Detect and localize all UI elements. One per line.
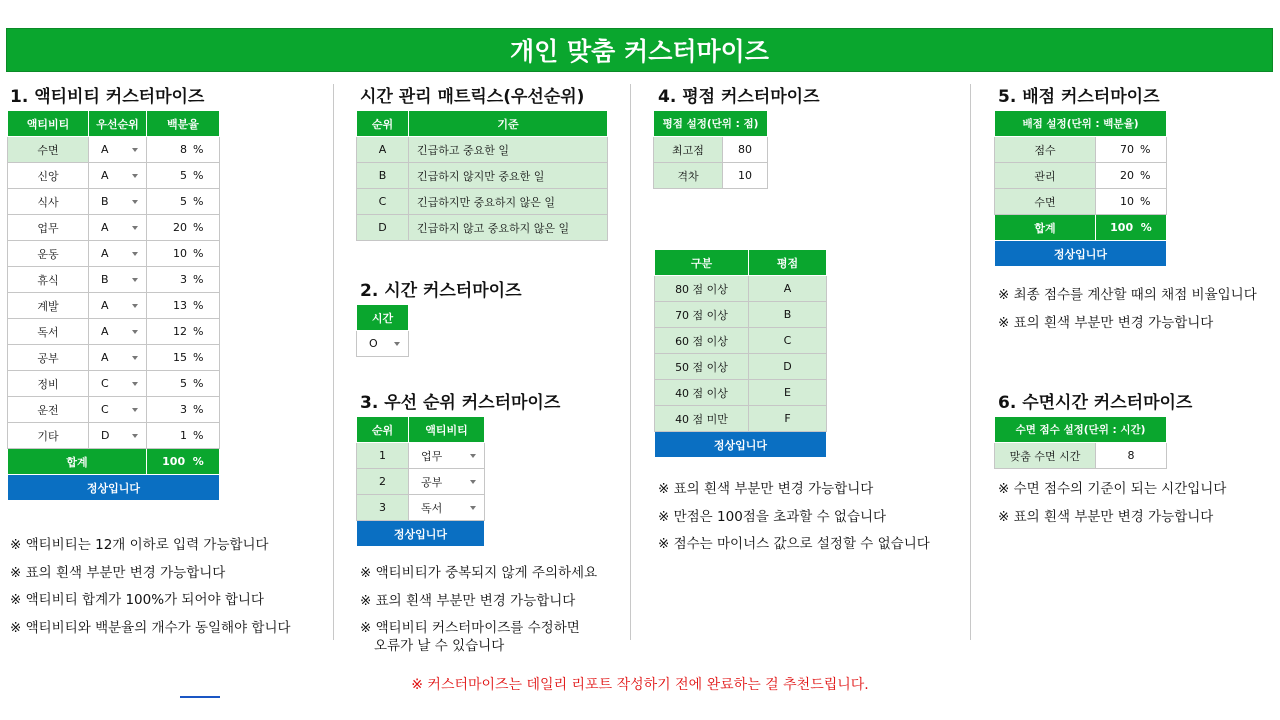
grade-status-badge: 정상입니다 [655,432,827,458]
table-row [8,397,220,423]
percent-input[interactable] [147,319,220,345]
time-header: 시간 [357,305,409,331]
percent-unit: % [193,325,204,338]
activity-select-value: 업무 [421,449,443,463]
grade-notes [658,476,930,559]
table-row [8,423,220,449]
range-header: 구분 [655,250,749,276]
priority-matrix-table [356,110,608,241]
activity-status-badge: 정상입니다 [8,475,220,501]
priority-select-value: B [101,195,109,208]
note-text: ※ 액티비티 합계가 100%가 되어야 합니다 [10,592,264,608]
percent-unit: % [1140,143,1151,156]
rank-cell: 3 [357,495,409,521]
note-text: ※ 점수는 마이너스 값으로 설정할 수 없습니다 [658,536,930,552]
priority-select[interactable] [89,371,147,397]
note-text: ※ 표의 흰색 부분만 변경 가능합니다 [658,481,874,497]
priority-select-value: A [101,325,109,338]
grade-letter-cell: E [749,380,827,406]
table-row [655,380,827,406]
criteria-cell: 긴급하지만 중요하지 않은 일 [409,189,608,215]
percent-input-value: 12 [173,325,187,338]
note-text: 오류가 날 수 있습니다 [374,637,505,654]
table-row [8,189,220,215]
priority-select[interactable] [89,267,147,293]
priority-header: 우선순위 [89,111,147,137]
weight-total-value: 100 % [1096,215,1167,241]
priority-notes [360,560,597,655]
chevron-down-icon [132,252,138,256]
criteria-cell: 긴급하고 중요한 일 [409,137,608,163]
priority-select-value: B [101,273,109,286]
activity-name-cell[interactable]: 정비 [8,371,89,397]
percent-unit: % [193,351,204,364]
table-row [8,319,220,345]
rank-cell: 2 [357,469,409,495]
priority-select-value: D [101,429,110,442]
activity-name-cell[interactable]: 계발 [8,293,89,319]
page-banner-title: 개인 맞춤 커스터마이즈 [6,28,1273,72]
table-row [357,163,608,189]
grade-setting-table [653,110,768,189]
table-row [357,137,608,163]
sleep-table [994,416,1167,469]
rank-cell: 1 [357,443,409,469]
table-row [995,189,1167,215]
chevron-down-icon [394,342,400,346]
percent-input-value: 5 [180,195,187,208]
priority-select[interactable] [89,423,147,449]
weight-input-value: 70 [1120,143,1134,156]
priority-order-table [356,416,485,547]
note-text: ※ 수면 점수의 기준이 되는 시간입니다 [998,481,1227,497]
weight-input[interactable] [1096,163,1167,189]
chevron-down-icon [132,278,138,282]
grade-setting-input[interactable]: 80 [723,137,768,163]
grade-letter-cell: D [749,354,827,380]
chevron-down-icon [470,506,476,510]
priority-select-value: C [101,403,109,416]
priority-select[interactable] [89,163,147,189]
table-row [995,137,1167,163]
grade-range-cell: 40 점 이상 [655,380,749,406]
weight-input[interactable] [1096,137,1167,163]
grade-letter-cell: A [749,276,827,302]
chevron-down-icon [132,226,138,230]
score-weight-table [994,110,1167,267]
note-text: ※ 표의 흰색 부분만 변경 가능합니다 [998,314,1214,331]
percent-input[interactable] [147,137,220,163]
weight-input-value: 20 [1120,169,1134,182]
note-text: ※ 액티비티와 백분율의 개수가 동일해야 합니다 [10,619,291,636]
percent-unit: % [193,143,204,156]
priority-select[interactable] [89,189,147,215]
sleep-hours-input[interactable]: 8 [1096,443,1167,469]
percent-input[interactable] [147,163,220,189]
table-row [655,302,827,328]
priority-select-value: C [101,377,109,390]
activity-name-cell[interactable]: 업무 [8,215,89,241]
percent-input[interactable] [147,189,220,215]
priority-select-value: A [101,169,109,182]
percent-input-value: 8 [180,143,187,156]
note-text: ※ 액티비티는 12개 이하로 입력 가능합니다 [10,537,269,553]
percent-unit: % [193,273,204,286]
percent-unit: % [193,247,204,260]
percent-input[interactable] [147,423,220,449]
priority-select[interactable] [89,215,147,241]
activity-select-value: 독서 [421,501,443,515]
sleep-hours-label: 맞춤 수면 시간 [995,443,1096,469]
activity-header: 액티비티 [8,111,89,137]
time-select[interactable] [357,331,409,357]
activity-notes [10,532,291,642]
time-select-value: O [369,337,378,350]
rank-cell: D [357,215,409,241]
activity-select[interactable] [409,469,485,495]
column-divider [333,84,334,640]
rank-cell: A [357,137,409,163]
sleep-section-title: 6. 수면시간 커스터마이즈 [998,393,1193,413]
percent-input[interactable] [147,345,220,371]
column-divider [970,84,971,640]
priority-select-value: A [101,299,109,312]
table-row [995,163,1167,189]
score-weight-section-title: 5. 배점 커스터마이즈 [998,87,1160,107]
chevron-down-icon [132,434,138,438]
note-text: ※ 만점은 100점을 초과할 수 없습니다 [658,508,887,525]
grade-setting-input[interactable]: 10 [723,163,768,189]
grade-range-cell: 60 점 이상 [655,328,749,354]
percent-header: 백분율 [147,111,220,137]
activity-select[interactable] [409,495,485,521]
grade-letter-cell: F [749,406,827,432]
percent-input-value: 10 [173,247,187,260]
grade-letter-cell: C [749,328,827,354]
criteria-cell: 긴급하지 않고 중요하지 않은 일 [409,215,608,241]
grade-setting-header: 평점 설정(단위 : 점) [654,111,768,137]
note-text: ※ 표의 흰색 부분만 변경 가능합니다 [10,564,226,581]
percent-unit: % [193,377,204,390]
chevron-down-icon [132,356,138,360]
priority-status-badge: 정상입니다 [357,521,485,547]
time-section-title: 2. 시간 커스터마이즈 [360,281,522,301]
priority-select-value: A [101,247,109,260]
activity-select-value: 공부 [421,475,443,489]
percent-input-value: 5 [180,377,187,390]
activity-name-cell[interactable]: 신앙 [8,163,89,189]
table-row [8,371,220,397]
percent-unit: % [193,403,204,416]
percent-input[interactable] [147,293,220,319]
table-row [655,276,827,302]
activity-header: 액티비티 [409,417,485,443]
chevron-down-icon [132,174,138,178]
chevron-down-icon [132,304,138,308]
criteria-cell: 긴급하지 않지만 중요한 일 [409,163,608,189]
rank-cell: B [357,163,409,189]
grade-header: 평점 [749,250,827,276]
priority-select-value: A [101,221,109,234]
table-row [8,293,220,319]
weight-total-label: 합계 [995,215,1096,241]
priority-select[interactable] [89,137,147,163]
chevron-down-icon [132,330,138,334]
percent-input-value: 13 [173,299,187,312]
table-row [8,137,220,163]
grade-range-cell: 70 점 이상 [655,302,749,328]
table-row [8,215,220,241]
sleep-notes [998,476,1226,531]
table-row [357,469,485,495]
percent-input[interactable] [147,371,220,397]
percent-unit: % [1140,169,1151,182]
column-divider [630,84,631,640]
priority-select[interactable] [89,319,147,345]
criteria-header: 기준 [409,111,608,137]
rank-header: 순위 [357,111,409,137]
percent-unit: % [1140,195,1151,208]
table-row [655,406,827,432]
percent-input-value: 3 [180,403,187,416]
activity-total-value: 100 % [147,449,220,475]
activity-name-cell[interactable]: 운동 [8,241,89,267]
weight-label: 관리 [995,163,1096,189]
priority-section-title: 3. 우선 순위 커스터마이즈 [360,393,561,413]
footer-notice: ※ 커스터마이즈는 데일리 리포트 작성하기 전에 완료하는 걸 추천드립니다. [411,677,869,693]
activity-name-cell[interactable]: 공부 [8,345,89,371]
weight-status-badge: 정상입니다 [995,241,1167,267]
chevron-down-icon [132,382,138,386]
activity-name-cell[interactable]: 기타 [8,423,89,449]
grade-setting-label: 격차 [654,163,723,189]
grade-table [654,249,827,458]
table-row [357,443,485,469]
table-row [357,495,485,521]
weight-notes [998,282,1257,337]
table-row [654,163,768,189]
percent-unit: % [193,299,204,312]
note-text: ※ 표의 흰색 부분만 변경 가능합니다 [998,508,1214,525]
chevron-down-icon [132,148,138,152]
percent-input-value: 1 [180,429,187,442]
percent-input-value: 5 [180,169,187,182]
percent-unit: % [193,221,204,234]
percent-input[interactable] [147,267,220,293]
chevron-down-icon [470,454,476,458]
activity-name-cell[interactable]: 독서 [8,319,89,345]
activity-name-cell[interactable]: 운전 [8,397,89,423]
chevron-down-icon [470,480,476,484]
grade-setting-label: 최고점 [654,137,723,163]
percent-unit: % [193,195,204,208]
grade-section-title: 4. 평점 커스터마이즈 [658,87,820,107]
grade-range-cell: 50 점 이상 [655,354,749,380]
rank-header: 순위 [357,417,409,443]
percent-input-value: 15 [173,351,187,364]
priority-select[interactable] [89,293,147,319]
percent-input[interactable] [147,241,220,267]
percent-unit: % [193,169,204,182]
activity-total-label: 합계 [8,449,147,475]
weight-label: 점수 [995,137,1096,163]
grade-range-cell: 40 점 미만 [655,406,749,432]
chevron-down-icon [132,200,138,204]
grade-range-cell: 80 점 이상 [655,276,749,302]
note-text: ※ 액티비티가 중복되지 않게 주의하세요 [360,565,598,581]
percent-input-value: 20 [173,221,187,234]
weight-input[interactable] [1096,189,1167,215]
table-row [357,189,608,215]
note-text: ※ 표의 흰색 부분만 변경 가능합니다 [360,592,576,609]
table-row [8,163,220,189]
activity-name-cell[interactable]: 수면 [8,137,89,163]
table-row [8,345,220,371]
priority-select-value: A [101,351,109,364]
score-weight-header: 배점 설정(단위 : 백분율) [995,111,1167,137]
note-text: ※ 최종 점수를 계산할 때의 채점 비율입니다 [998,287,1257,303]
note-text: ※ 액티비티 커스터마이즈를 수정하면 [360,620,580,636]
table-row [357,215,608,241]
priority-select[interactable] [89,241,147,267]
percent-input[interactable] [147,215,220,241]
sleep-header: 수면 점수 설정(단위 : 시간) [995,417,1167,443]
activity-select[interactable] [409,443,485,469]
percent-input[interactable] [147,397,220,423]
percent-unit: % [193,429,204,442]
chevron-down-icon [132,408,138,412]
table-row [655,354,827,380]
weight-input-value: 10 [1120,195,1134,208]
time-table [356,304,409,357]
activity-section-title: 1. 액티비티 커스터마이즈 [10,87,205,107]
table-row [8,267,220,293]
rank-cell: C [357,189,409,215]
activity-table [7,110,220,501]
matrix-section-title: 시간 관리 매트릭스(우선순위) [360,87,585,107]
table-row [655,328,827,354]
table-row [654,137,768,163]
grade-letter-cell: B [749,302,827,328]
priority-select-value: A [101,143,109,156]
divider-line [180,696,220,698]
activity-name-cell[interactable]: 휴식 [8,267,89,293]
weight-label: 수면 [995,189,1096,215]
priority-select[interactable] [89,397,147,423]
activity-name-cell[interactable]: 식사 [8,189,89,215]
priority-select[interactable] [89,345,147,371]
percent-input-value: 3 [180,273,187,286]
table-row [8,241,220,267]
